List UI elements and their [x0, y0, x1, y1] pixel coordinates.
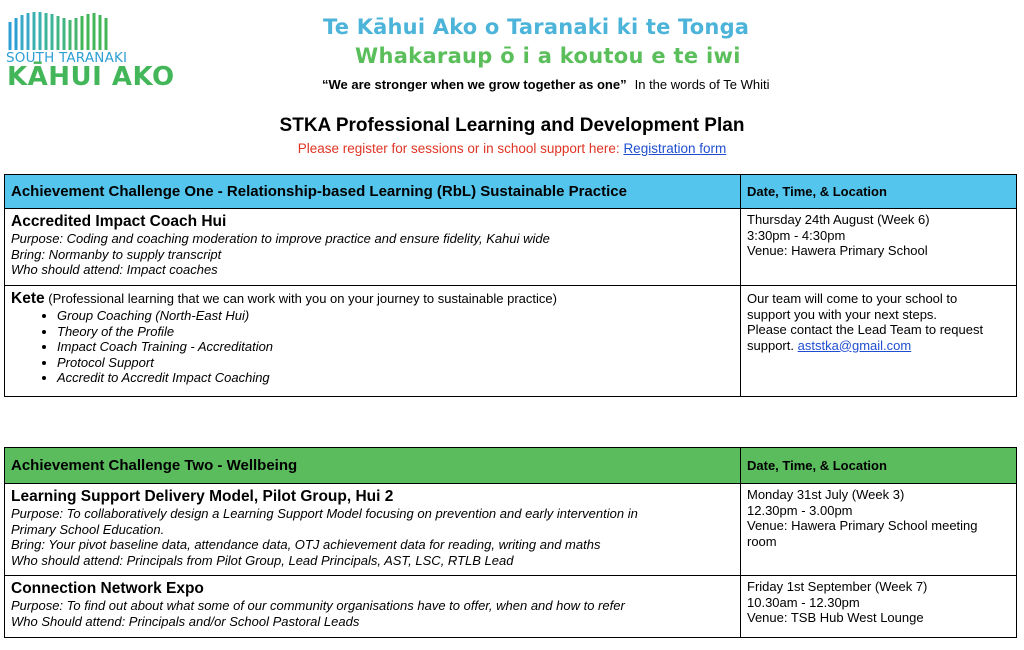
- email-link[interactable]: aststka@gmail.com: [797, 337, 912, 353]
- register-text: Please register for sessions or in school support here:: [297, 141, 620, 156]
- maori-title: Te Kāhui Ako o Taranaki ki te Tonga: [323, 15, 750, 39]
- register-line: [0, 141, 1024, 156]
- session-details: [5, 209, 741, 286]
- list-item: • Group Coaching (North-East Hui): [57, 308, 734, 324]
- table-row: [5, 286, 1017, 397]
- session-purpose: Purpose: Coding and coaching moderation to improve practice and ensure fidelity, Kahui wide: [11, 231, 550, 246]
- session-time: 10.30am - 12.30pm: [747, 594, 860, 610]
- support-line: support.: [747, 337, 794, 353]
- session-bring: Bring: Normanby to supply transcript: [11, 246, 222, 262]
- logo-text-kahui-ako: KĀHUI AKO: [7, 62, 175, 92]
- session-bring: Bring: Your pivot baseline data, attendance data, OTJ achievement data for reading, writing and maths: [11, 537, 601, 552]
- list-item: • Protocol Support: [57, 355, 734, 371]
- session-attendees: Who Should attend: Principals and/or School Pastoral Leads: [11, 613, 360, 629]
- session-schedule: [741, 209, 1017, 286]
- challenge-one-heading: Achievement Challenge One - Relationship-based Learning (RbL) Sustainable Practice: [5, 175, 741, 209]
- session-date: Monday 31st July (Week 3): [747, 487, 905, 502]
- registration-form-link[interactable]: Registration form: [623, 141, 727, 156]
- table-row: [5, 576, 1017, 638]
- session-venue-cont: room: [747, 533, 777, 549]
- session-purpose: Purpose: To find out about what some of our community organisations have to offer, when and how to refer: [11, 598, 625, 613]
- session-attendees: Who should attend: Impact coaches: [11, 262, 218, 277]
- challenge-two-table: [4, 447, 1017, 638]
- session-attendees: Who should attend: Principals from Pilot Group, Lead Principals, AST, LSC, RTLB Lead: [11, 552, 514, 568]
- kete-details: [5, 286, 741, 397]
- table-header-row: [5, 448, 1017, 484]
- session-venue: Venue: Hawera Primary School meeting: [747, 518, 978, 533]
- logo-wave-graphic: [4, 8, 128, 50]
- date-time-location-heading: Date, Time, & Location: [741, 448, 1017, 484]
- session-details: [5, 576, 741, 638]
- table-header-row: [5, 175, 1017, 209]
- session-date: Thursday 24th August (Week 6): [747, 212, 930, 227]
- kete-support: [741, 286, 1017, 397]
- session-purpose: Purpose: To collaboratively design a Learning Support Model focusing on prevention and early intervention in: [11, 506, 638, 521]
- kete-note: (Professional learning that we can work with you on your journey to sustainable practice): [48, 291, 557, 306]
- session-title: Connection Network Expo: [11, 580, 204, 597]
- support-line: Please contact the Lead Team to request: [747, 322, 984, 337]
- support-line: support you with your next steps.: [747, 306, 938, 322]
- session-purpose-cont: Primary School Education.: [11, 521, 165, 537]
- kete-list: [11, 308, 734, 386]
- whakaaro-title: Whakaraup ō i a koutou e te iwi: [355, 44, 741, 68]
- table-row: [5, 209, 1017, 286]
- kete-heading: [11, 289, 734, 308]
- session-schedule: [741, 484, 1017, 576]
- support-line: Our team will come to your school to: [747, 291, 958, 306]
- session-time: 3:30pm - 4:30pm: [747, 227, 846, 243]
- session-schedule: [741, 576, 1017, 638]
- list-item: • Accredit to Accredit Impact Coaching: [57, 370, 734, 386]
- document-title: STKA Professional Learning and Development Plan: [279, 115, 745, 136]
- quote-text: “We are stronger when we grow together as one”: [322, 77, 627, 92]
- session-details: [5, 484, 741, 576]
- session-date: Friday 1st September (Week 7): [747, 579, 928, 594]
- logo-text-south-taranaki: SOUTH TARANAKI: [6, 50, 128, 66]
- date-time-location-heading: Date, Time, & Location: [741, 175, 1017, 209]
- support-contact: [747, 338, 1010, 354]
- session-title: Accredited Impact Coach Hui: [11, 213, 227, 230]
- challenge-two-heading: Achievement Challenge Two - Wellbeing: [5, 448, 741, 484]
- session-time: 12.30pm - 3.00pm: [747, 502, 853, 518]
- session-venue: Venue: Hawera Primary School: [747, 243, 928, 258]
- session-title: Learning Support Delivery Model, Pilot Group, Hui 2: [11, 488, 394, 505]
- list-item: • Impact Coach Training - Accreditation: [57, 339, 734, 355]
- quote-line: [322, 77, 769, 92]
- session-venue: Venue: TSB Hub West Lounge: [747, 610, 924, 625]
- kete-title: Kete: [11, 290, 45, 307]
- list-item: • Theory of the Profile: [57, 324, 734, 340]
- table-row: [5, 484, 1017, 576]
- challenge-one-table: [4, 174, 1017, 397]
- logo: [4, 8, 175, 92]
- quote-attribution: In the words of Te Whiti: [634, 77, 770, 92]
